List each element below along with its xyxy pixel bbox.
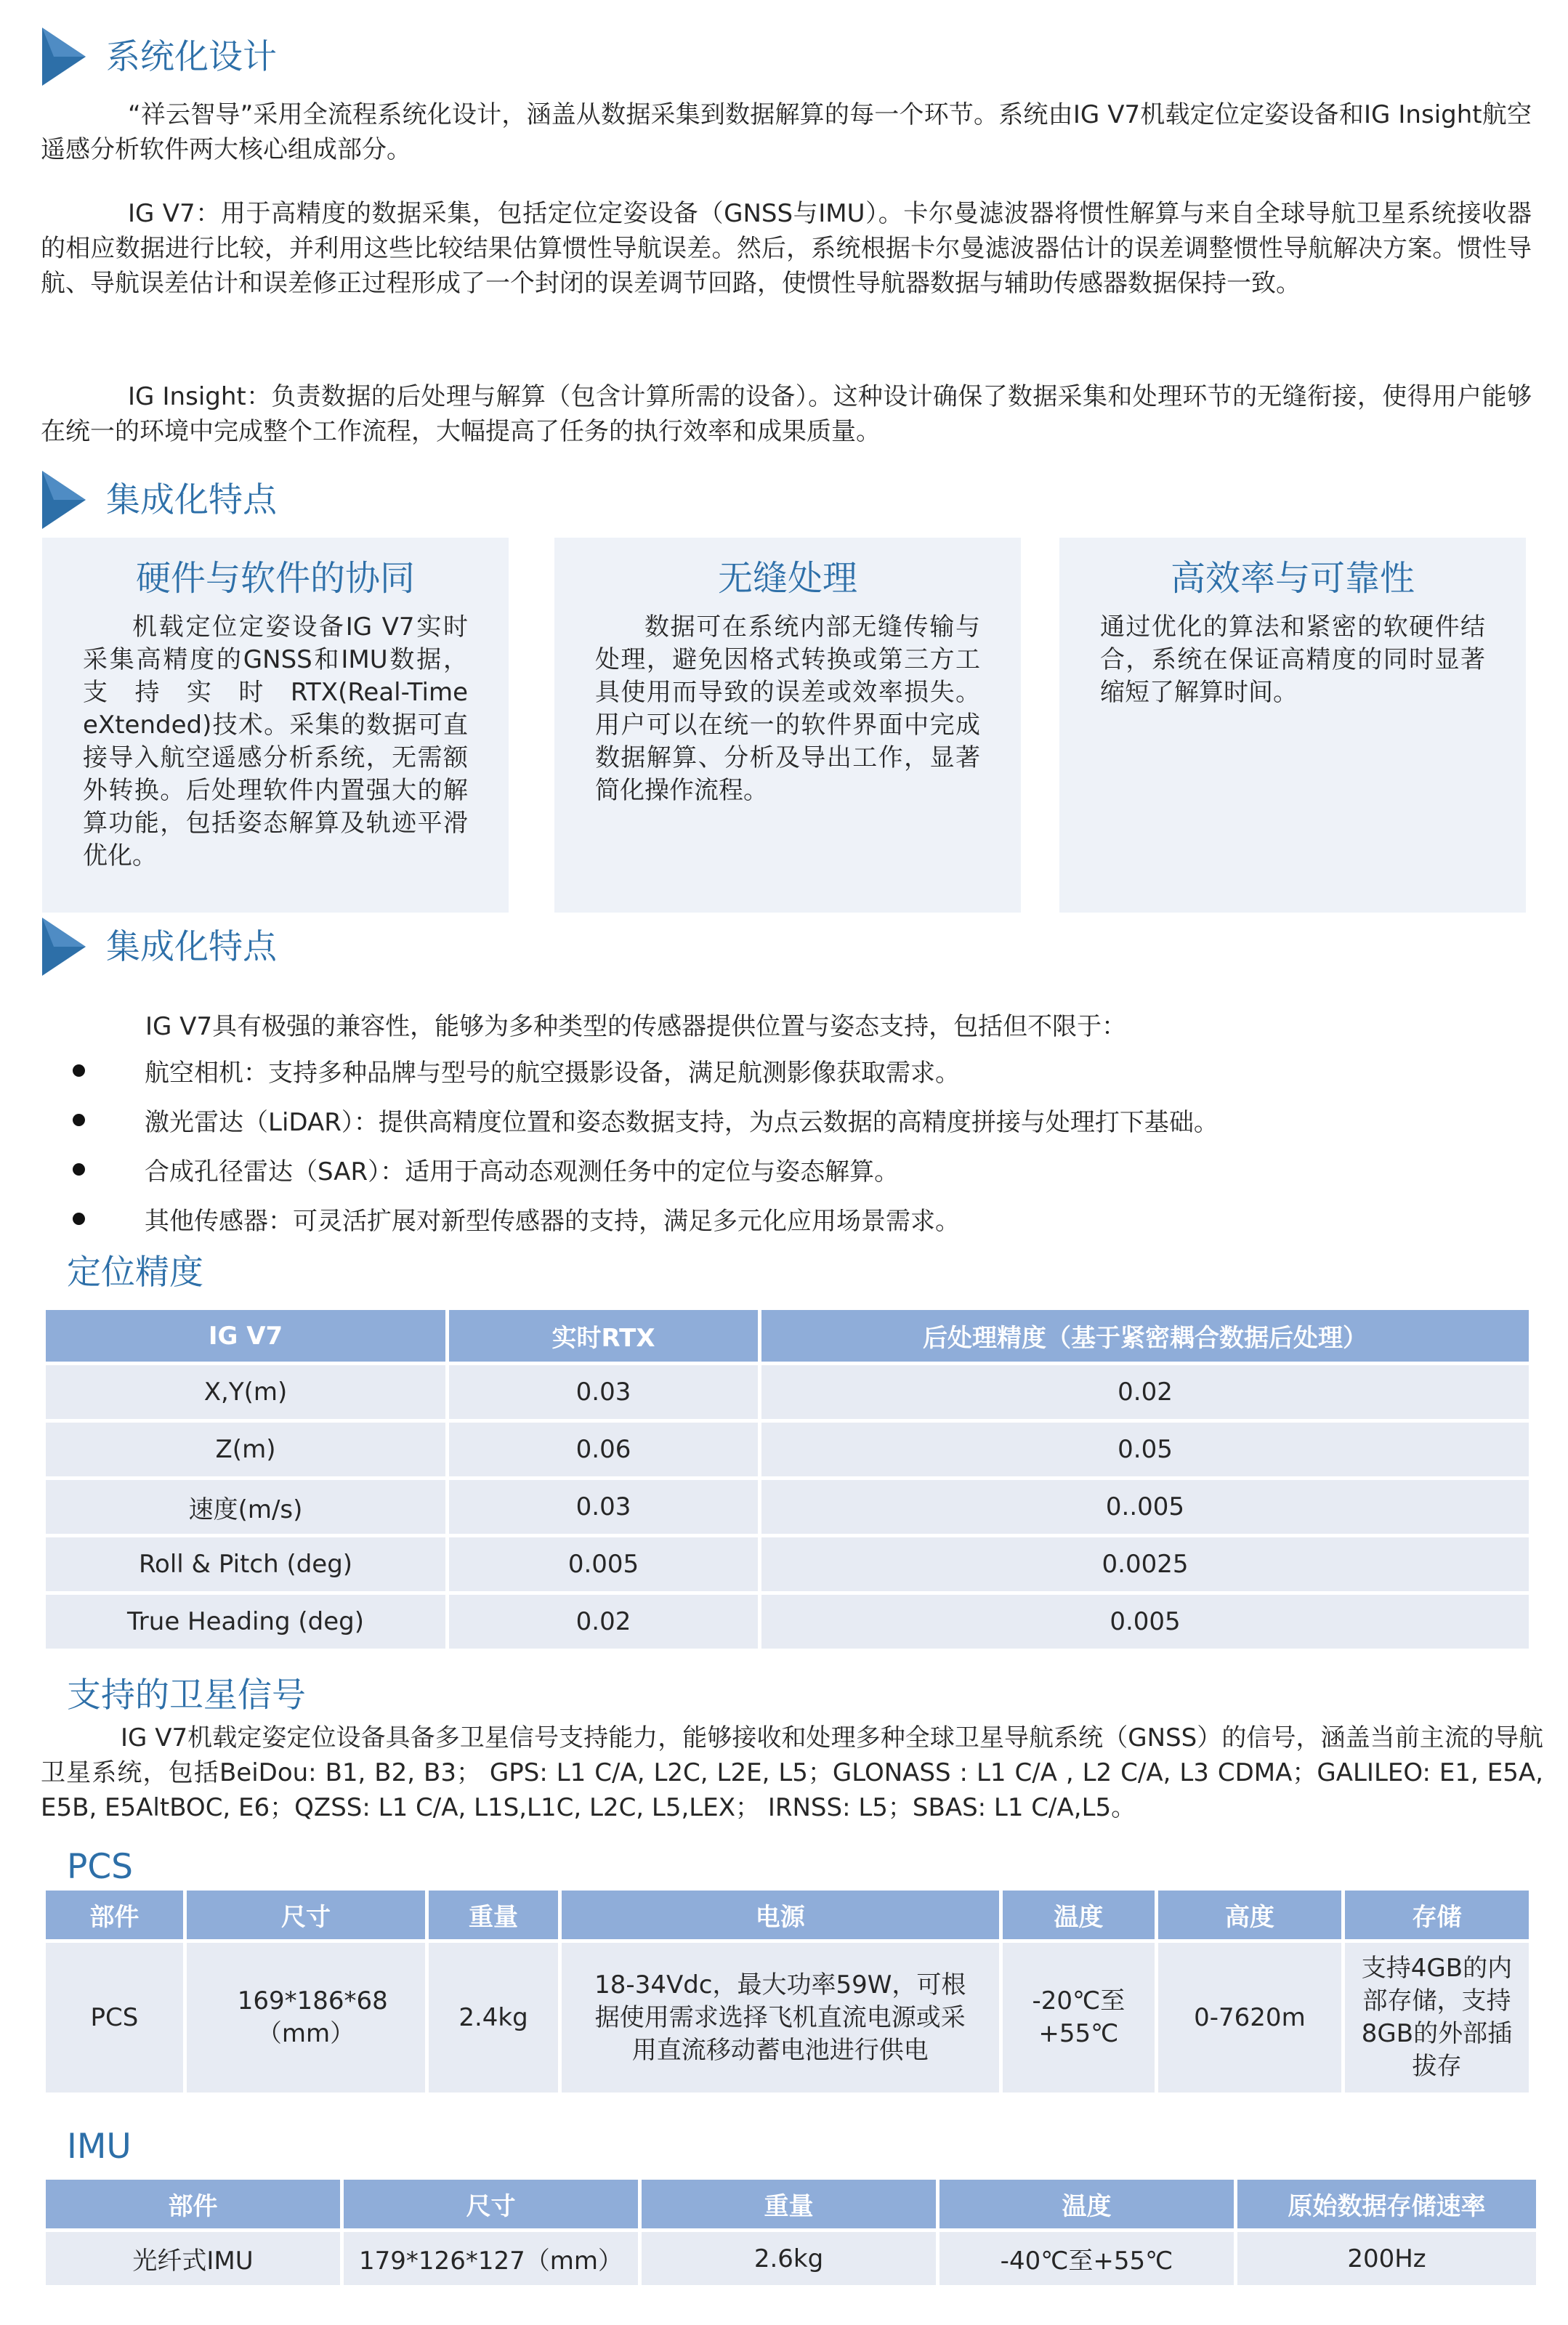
card-body: 机载定位定姿设备IG V7实时采集高精度的GNSS和IMU数据，支持实时RTX(Real-Time eXtended)技术。采集的数据可直接导入航空遥感分析系统，无需额外转换。后处理软件内置强大的解算功能，包括姿态解算及轨迹平滑优化。 [83,612,468,870]
pcs-table [42,1887,1532,2096]
table-cell: PCS [46,1943,183,2092]
design-paragraph-1: “祥云智导”采用全流程系统化设计，涵盖从数据采集到数据解算的每一个环节。系统由IG V7机载定位定姿设备和IG Insight航空遥感分析软件两大核心组成部分。 [41,100,1532,164]
table-cell: 169*186*68（mm） [187,1943,426,2092]
column-header: IG V7 [46,1310,445,1362]
feature-card-seamless [554,538,1021,913]
table-cell: 2.6kg [642,2232,936,2285]
table-header-row [46,1310,1529,1362]
table-cell: X,Y(m) [46,1365,445,1419]
card-body: 通过优化的算法和紧密的软硬件结合，系统在保证高精度的同时显著缩短了解算时间。 [1100,612,1485,707]
table-cell: 179*126*127（mm） [344,2232,638,2285]
list-item: 合成孔径雷达（SAR）：适用于高动态观测任务中的定位与姿态解算。 [73,1152,899,1186]
feature-card-efficiency [1059,538,1526,913]
column-header: 温度 [1003,1891,1155,1939]
card-title: 硬件与软件的协同 [135,558,415,599]
feature-card-hardware-software [42,538,509,913]
column-header: 高度 [1158,1891,1341,1939]
card-title: 高效率与可靠性 [1170,558,1415,599]
table-cell: 200Hz [1237,2232,1536,2285]
accuracy-table [42,1306,1532,1652]
column-header: 重量 [642,2180,936,2228]
table-cell: 0.005 [761,1595,1529,1649]
table-cell: 0.02 [761,1365,1529,1419]
column-header: 部件 [46,2180,340,2228]
section-title: 系统化设计 [106,36,277,77]
pcs-title: PCS [67,1847,133,1887]
table-cell: 0.0025 [761,1537,1529,1591]
table-cell: 0.02 [449,1595,758,1649]
design-paragraph-2: IG V7：用于高精度的数据采集，包括定位定姿设备（GNSS与IMU）。卡尔曼滤波器将惯性解算与来自全球导航卫星系统接收器的相应数据进行比较，并利用这些比较结果估算惯性导航误差。然后，系统根据卡尔曼滤波器估计的误差调整惯性导航解决方案。惯性导航、导航误差估计和误差修正过程形成了一个封闭的误差调节回路，使惯性导航器数据与辅助传感器数据保持一致。 [41,199,1532,298]
bullet-icon [73,1213,85,1225]
section-title: 集成化特点 [106,480,277,520]
section-header-integration [42,471,277,529]
table-cell: 支持4GB的内部存储，支持8GB的外部插拔存 [1345,1943,1529,2092]
section-header-compat [42,918,277,976]
triangle-arrow-icon [42,28,86,86]
table-cell: 2.4kg [429,1943,558,2092]
section-header-design [42,28,277,86]
compat-intro: IG V7具有极强的兼容性，能够为多种类型的传感器提供位置与姿态支持，包括但不限于： [145,1012,1127,1041]
bullet-icon [73,1114,85,1126]
accuracy-title: 定位精度 [67,1253,203,1293]
triangle-arrow-icon [42,918,86,976]
column-header: 存储 [1345,1891,1529,1939]
card-body: 数据可在系统内部无缝传输与处理，避免因格式转换或第三方工具使用而导致的误差或效率损失。用户可以在统一的软件界面中完成数据解算、分析及导出工作，显著简化操作流程。 [595,612,980,805]
column-header: 温度 [939,2180,1234,2228]
column-header: 重量 [429,1891,558,1939]
table-cell: 0.06 [449,1423,758,1476]
section-title: 集成化特点 [106,926,277,967]
column-header: 原始数据存储速率 [1237,2180,1536,2228]
table-cell: 0.03 [449,1480,758,1534]
column-header: 电源 [562,1891,999,1939]
table-cell: 18-34Vdc，最大功率59W，可根据使用需求选择飞机直流电源或采用直流移动蓄电池进行供电 [562,1943,999,2092]
card-title: 无缝处理 [717,558,857,599]
table-row [46,1480,1529,1534]
column-header: 尺寸 [187,1891,426,1939]
table-cell: Z(m) [46,1423,445,1476]
table-header-row [46,1891,1529,1939]
imu-table [42,2176,1540,2289]
table-row [46,2232,1536,2285]
table-cell: 0..005 [761,1480,1529,1534]
table-cell: 速度(m/s) [46,1480,445,1534]
list-item: 航空相机：支持多种品牌与型号的航空摄影设备，满足航测影像获取需求。 [73,1053,960,1088]
column-header: 尺寸 [344,2180,638,2228]
table-row [46,1943,1529,2092]
table-cell: -20℃至+55℃ [1003,1943,1155,2092]
table-cell: -40℃至+55℃ [939,2232,1234,2285]
table-cell: 0-7620m [1158,1943,1341,2092]
list-item: 其他传感器：可灵活扩展对新型传感器的支持，满足多元化应用场景需求。 [73,1201,960,1236]
column-header: 后处理精度（基于紧密耦合数据后处理） [761,1310,1529,1362]
bullet-icon [73,1064,85,1077]
design-paragraph-3: IG Insight：负责数据的后处理与解算（包含计算所需的设备）。这种设计确保了数据采集和处理环节的无缝衔接，使得用户能够在统一的环境中完成整个工作流程，大幅提高了任务的执行效率和成果质量。 [41,382,1532,446]
table-cell: Roll & Pitch (deg) [46,1537,445,1591]
table-cell: True Heading (deg) [46,1595,445,1649]
table-cell: 0.05 [761,1423,1529,1476]
column-header: 实时RTX [449,1310,758,1362]
table-cell: 0.03 [449,1365,758,1419]
table-row [46,1537,1529,1591]
table-header-row [46,2180,1536,2228]
table-cell: 光纤式IMU [46,2232,340,2285]
triangle-arrow-icon [42,471,86,529]
table-row [46,1595,1529,1649]
satellite-title: 支持的卫星信号 [67,1675,306,1715]
bullet-icon [73,1163,85,1176]
list-item: 激光雷达（LiDAR）：提供高精度位置和姿态数据支持，为点云数据的高精度拼接与处理打下基础。 [73,1102,1219,1137]
column-header: 部件 [46,1891,183,1939]
table-row [46,1365,1529,1419]
table-row [46,1423,1529,1476]
table-cell: 0.005 [449,1537,758,1591]
imu-title: IMU [67,2127,132,2167]
satellite-paragraph: IG V7机载定姿定位设备具备多卫星信号支持能力，能够接收和处理多种全球卫星导航系统（GNSS）的信号，涵盖当前主流的导航卫星系统，包括BeiDou: B1, B2, B3； GPS: L1 C/A, L2C, L2E, L5；GLONASS : L1 C/A , L2 C/A, L3 CDMA；GALILEO: E1, E5A, E5B, E5AltBOC, E6；QZSS: L1 C/A, L1S,L1C, L2C, L5,LEX； IRNSS: L5；SBAS: L1 C/A,L5。 [41,1723,1543,1822]
